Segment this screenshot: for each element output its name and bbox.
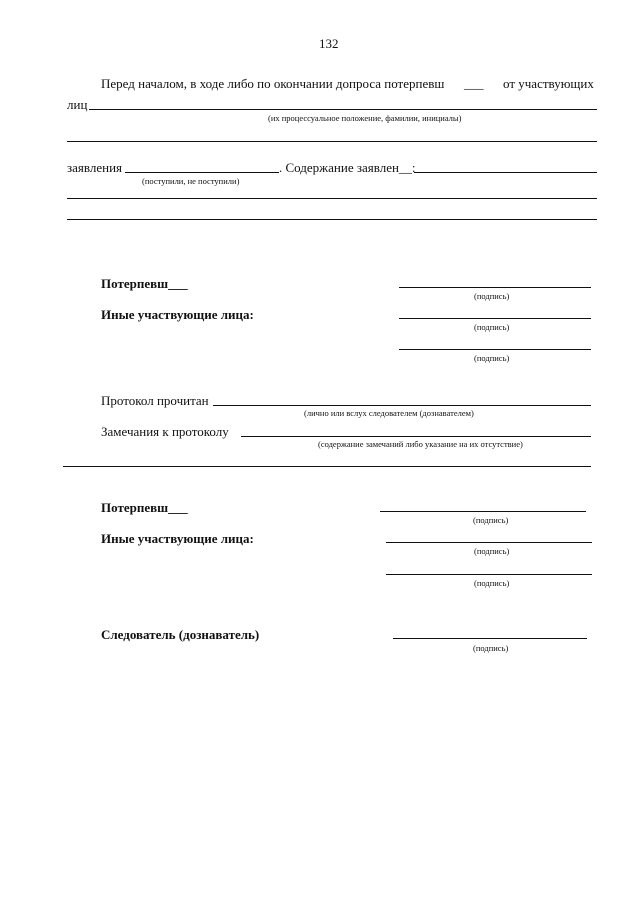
protocol-read-line[interactable] <box>213 405 591 406</box>
others-label: Иные участвующие лица: <box>101 531 254 546</box>
page-number: 132 <box>319 36 339 51</box>
content-fill-line[interactable] <box>414 172 597 173</box>
other-signature-line-1[interactable] <box>386 542 592 543</box>
signature-caption: (подпись) <box>473 643 509 653</box>
statements-fill-line[interactable] <box>125 172 279 173</box>
protocol-read-label: Протокол прочитан <box>101 393 209 408</box>
investigator-signature-line[interactable] <box>393 638 587 639</box>
other-signature-line-2[interactable] <box>399 349 591 350</box>
intro-blank: ___ <box>464 76 484 91</box>
content-fill-line-3[interactable] <box>67 219 597 220</box>
others-label: Иные участвующие лица: <box>101 307 254 322</box>
signature-caption: (подпись) <box>473 515 509 525</box>
victim-label: Потерпевш___ <box>101 500 188 515</box>
statements-caption: (поступили, не поступили) <box>142 176 240 186</box>
statements-label: заявления <box>67 160 123 175</box>
victim-signature-line[interactable] <box>380 511 586 512</box>
investigator-label: Следователь (дознаватель) <box>101 627 260 642</box>
protocol-read-caption: (лично или вслух следователем (дознавателем) <box>304 408 474 418</box>
content-fill-line-2[interactable] <box>67 198 597 199</box>
intro-text-end: от участвующих <box>503 76 594 91</box>
victim-signature-line[interactable] <box>399 287 591 288</box>
signature-caption: (подпись) <box>474 291 510 301</box>
remarks-label: Замечания к протоколу <box>101 424 229 439</box>
remarks-line[interactable] <box>241 436 591 437</box>
intro-text: Перед началом, в ходе либо по окончании допроса потерпевш <box>101 76 445 91</box>
persons-fill-line-2[interactable] <box>67 141 597 142</box>
persons-caption: (их процессуальное положение, фамилии, инициалы) <box>268 113 462 123</box>
signature-caption: (подпись) <box>474 546 510 556</box>
victim-label: Потерпевш___ <box>101 276 188 291</box>
remarks-caption: (содержание замечаний либо указание на их отсутствие) <box>318 439 523 449</box>
remarks-line-2[interactable] <box>63 466 591 467</box>
content-label: . Содержание заявлен__: <box>279 160 416 175</box>
persons-label: лиц <box>67 97 88 112</box>
other-signature-line-2[interactable] <box>386 574 592 575</box>
persons-fill-line[interactable] <box>89 109 597 110</box>
other-signature-line-1[interactable] <box>399 318 591 319</box>
signature-caption: (подпись) <box>474 353 510 363</box>
signature-caption: (подпись) <box>474 578 510 588</box>
signature-caption: (подпись) <box>474 322 510 332</box>
